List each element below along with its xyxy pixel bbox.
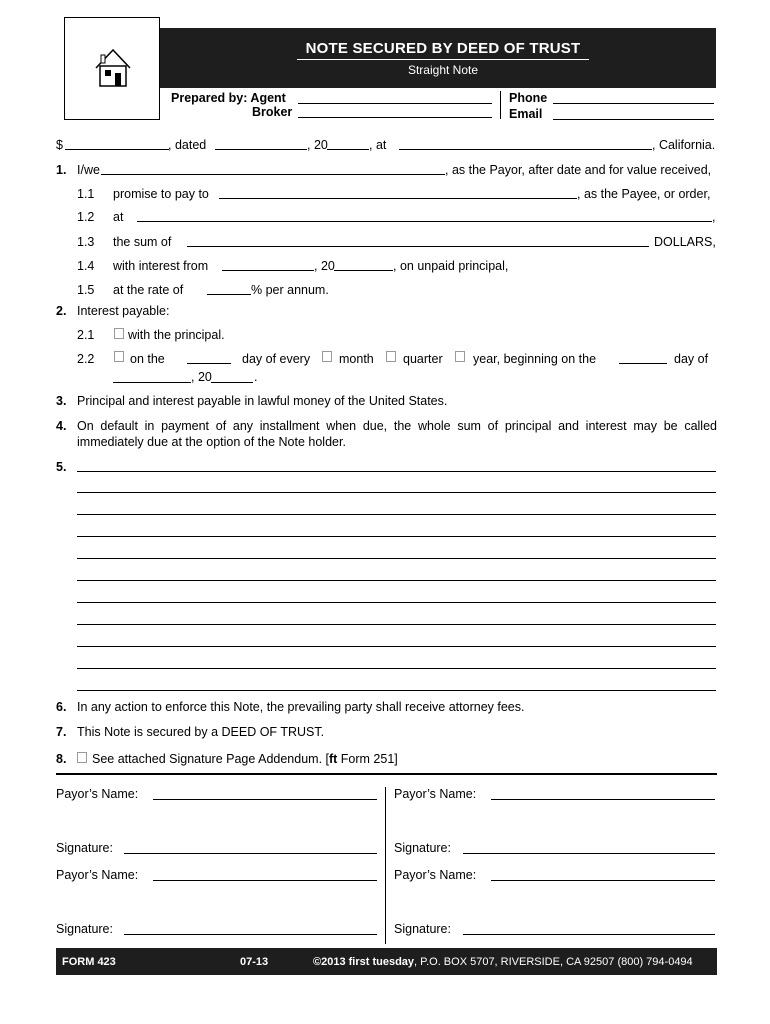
item-5-line-7[interactable]: [77, 602, 716, 603]
phone-field[interactable]: [553, 103, 714, 104]
dated-field[interactable]: [215, 149, 307, 150]
item-1-5-number: 1.5: [77, 283, 95, 297]
payor-name-field-2[interactable]: [491, 799, 715, 800]
addendum-checkbox[interactable]: [77, 752, 87, 763]
item-5-line-1[interactable]: [77, 471, 716, 472]
at-label: , at: [369, 138, 387, 152]
payee-label: , as the Payee, or order,: [577, 187, 711, 201]
year-checkbox[interactable]: [455, 351, 465, 362]
item-1-4-number: 1.4: [77, 259, 95, 273]
header-bar: [160, 28, 716, 88]
on-the-label: on the: [130, 352, 165, 366]
beginning-year-prefix: , 20: [191, 370, 212, 384]
per-annum-label: % per annum.: [251, 283, 329, 297]
rate-label: at the rate of: [113, 283, 184, 297]
payor-name-field[interactable]: [101, 174, 445, 175]
day-of-every-label: day of every: [242, 352, 311, 366]
item-4-text: On default in payment of any installment when due, the whole sum of principal and interest may be called immediately due at the option of the Note holder.: [77, 419, 717, 449]
item-5-line-3[interactable]: [77, 514, 716, 515]
item-1-3-number: 1.3: [77, 235, 95, 249]
payor-name-field-1[interactable]: [153, 799, 377, 800]
payor-name-field-4[interactable]: [491, 880, 715, 881]
logo-box: [64, 17, 160, 120]
header-divider: [500, 91, 501, 119]
item-7-number: 7.: [56, 725, 67, 739]
item-3-number: 3.: [56, 394, 67, 408]
sum-field[interactable]: [187, 246, 649, 247]
quarter-label: quarter: [403, 352, 443, 366]
broker-field[interactable]: [298, 117, 492, 118]
comma: ,: [712, 210, 716, 224]
signature-label-4: Signature:: [394, 922, 451, 936]
item-2-1-number: 2.1: [77, 328, 95, 342]
with-principal-label: with the principal.: [128, 328, 225, 342]
title-underline: [297, 59, 589, 60]
payor-name-label-3: Payor’s Name:: [56, 868, 139, 882]
item-2-2-number: 2.2: [77, 352, 95, 366]
signature-section-rule: [56, 773, 717, 775]
item-5-line-6[interactable]: [77, 580, 716, 581]
form-number: FORM 423: [62, 956, 116, 968]
item-1-number: 1.: [56, 163, 67, 177]
broker-label: Broker: [252, 105, 293, 119]
california-label: , California.: [652, 138, 716, 152]
item-5-line-11[interactable]: [77, 690, 716, 691]
house-icon: [93, 46, 133, 90]
beginning-day-field[interactable]: [619, 363, 667, 364]
item-6-text: In any action to enforce this Note, the prevailing party shall receive attorney fees.: [77, 700, 525, 714]
payor-label: , as the Payor, after date and for value received,: [445, 163, 712, 177]
beginning-year-field[interactable]: [211, 382, 253, 383]
period: .: [254, 370, 258, 384]
signature-field-1[interactable]: [124, 853, 377, 854]
signature-label-1: Signature:: [56, 841, 113, 855]
month-checkbox[interactable]: [322, 351, 332, 362]
installment-checkbox[interactable]: [114, 351, 124, 362]
item-5-line-8[interactable]: [77, 624, 716, 625]
item-5-line-4[interactable]: [77, 536, 716, 537]
phone-label: Phone: [509, 91, 548, 105]
payor-name-label-4: Payor’s Name:: [394, 868, 477, 882]
year-beginning-label: year, beginning on the: [473, 352, 597, 366]
with-principal-checkbox[interactable]: [114, 328, 124, 339]
footer-bar: [56, 948, 717, 975]
signature-divider: [385, 787, 386, 944]
payor-name-label-2: Payor’s Name:: [394, 787, 477, 801]
location-field[interactable]: [399, 149, 652, 150]
interest-payable-label: Interest payable:: [77, 304, 170, 318]
unpaid-principal-label: , on unpaid principal,: [393, 259, 509, 273]
item-1-2-number: 1.2: [77, 210, 95, 224]
payor-name-label-1: Payor’s Name:: [56, 787, 139, 801]
item-5-line-2[interactable]: [77, 492, 716, 493]
form-date: 07-13: [240, 956, 269, 968]
quarter-checkbox[interactable]: [386, 351, 396, 362]
rate-field[interactable]: [207, 294, 251, 295]
email-label: Email: [509, 107, 543, 121]
signature-field-2[interactable]: [463, 853, 715, 854]
item-1-1-number: 1.1: [77, 187, 95, 201]
dollar-sign: $: [56, 138, 63, 152]
item-3-text: Principal and interest payable in lawful money of the United States.: [77, 394, 448, 408]
prepared-by-agent-label: Prepared by: Agent: [171, 91, 286, 105]
beginning-month-field[interactable]: [113, 382, 191, 383]
item-8-number: 8.: [56, 752, 67, 766]
signature-label-3: Signature:: [56, 922, 113, 936]
payment-address-field[interactable]: [137, 221, 712, 222]
item-6-number: 6.: [56, 700, 67, 714]
item-4-number: 4.: [56, 419, 67, 433]
item-8-text: See attached Signature Page Addendum. [ft Form 251]: [92, 752, 398, 766]
signature-field-4[interactable]: [463, 934, 715, 935]
footer-copyright: ©2013 first tuesday, P.O. BOX 5707, RIVERSIDE, CA 92507 (800) 794-0494: [313, 956, 693, 968]
item-7-text: This Note is secured by a DEED OF TRUST.: [77, 725, 325, 739]
agent-field[interactable]: [298, 103, 492, 104]
installment-day-field[interactable]: [187, 363, 231, 364]
payee-field[interactable]: [219, 198, 577, 199]
payor-name-field-3[interactable]: [153, 880, 377, 881]
signature-field-3[interactable]: [124, 934, 377, 935]
i-we-label: I/we: [77, 163, 100, 177]
page-title: NOTE SECURED BY DEED OF TRUST: [305, 40, 581, 57]
email-field[interactable]: [553, 119, 714, 120]
item-5-line-5[interactable]: [77, 558, 716, 559]
interest-from-label: with interest from: [113, 259, 209, 273]
dated-label: , dated: [168, 138, 207, 152]
sum-label: the sum of: [113, 235, 172, 249]
amount-field[interactable]: [65, 149, 169, 150]
page-subtitle: Straight Note: [407, 63, 479, 77]
dollars-label: DOLLARS,: [654, 235, 716, 249]
item-5-line-10[interactable]: [77, 668, 716, 669]
year-field[interactable]: [327, 149, 369, 150]
signature-label-2: Signature:: [394, 841, 451, 855]
item-5-line-9[interactable]: [77, 646, 716, 647]
day-of-label: day of: [674, 352, 709, 366]
item-2-number: 2.: [56, 304, 67, 318]
interest-year-field[interactable]: [334, 270, 393, 271]
month-label: month: [339, 352, 374, 366]
interest-from-field[interactable]: [222, 270, 314, 271]
promise-label: promise to pay to: [113, 187, 209, 201]
item-5-number: 5.: [56, 460, 67, 474]
year-prefix-label: , 20: [307, 138, 328, 152]
interest-year-prefix: , 20: [314, 259, 335, 273]
at-address-label: at: [113, 210, 124, 224]
